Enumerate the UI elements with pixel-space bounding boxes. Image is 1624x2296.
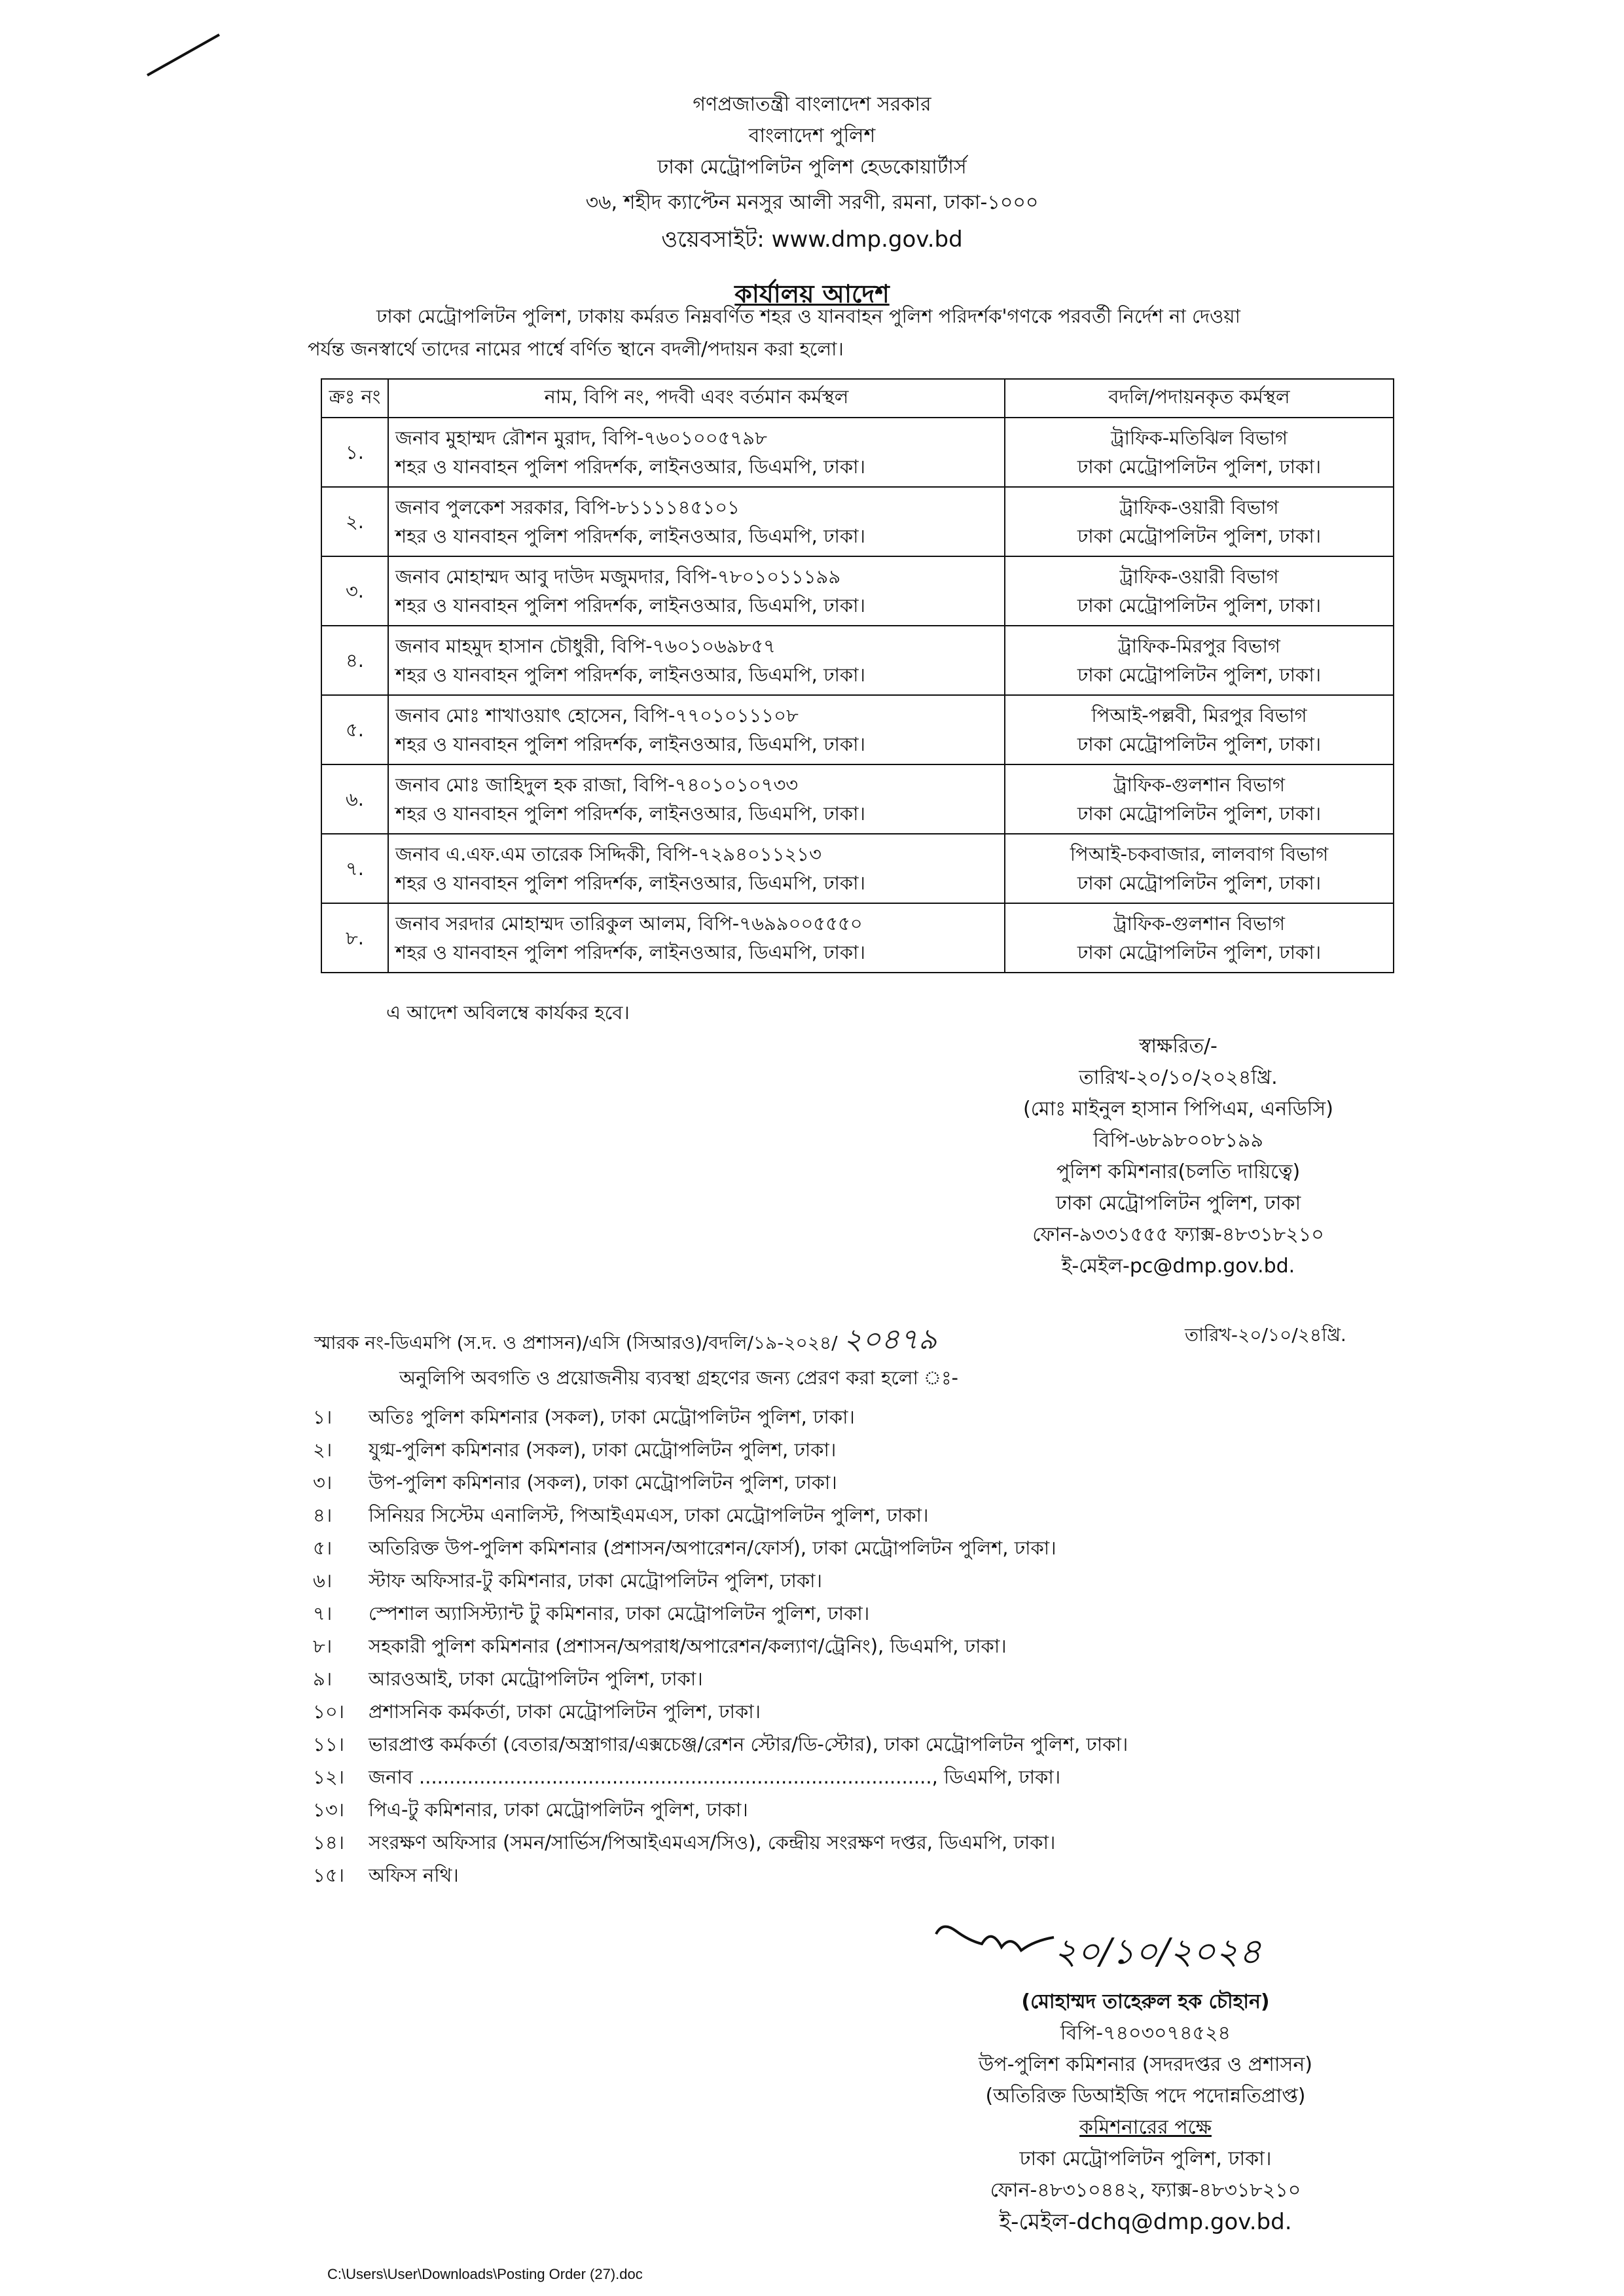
copy-item (313, 1662, 1491, 1695)
row-designation: শহর ও যানবাহন পুলিশ পরিদর্শক, লাইনওআর, ডিএমপি, ঢাকা। (395, 941, 865, 963)
copy-number: ৩। (313, 1471, 333, 1494)
copy-text: প্রশাসনিক কর্মকর্তা, ঢাকা মেট্রোপলিটন পুলিশ, ঢাকা। (369, 1700, 761, 1723)
copy-number: ৬। (313, 1570, 333, 1592)
row-posting-office: ঢাকা মেট্রোপলিটন পুলিশ, ঢাকা। (1077, 525, 1322, 547)
copy-item (313, 1826, 1491, 1859)
row-posting-office: ঢাকা মেট্রোপলিটন পুলিশ, ঢাকা। (1077, 802, 1322, 825)
row-posting-cell (1005, 418, 1394, 487)
row-serial: ৬. (321, 764, 388, 834)
row-posting-office: ঢাকা মেট্রোপলিটন পুলিশ, ঢাকা। (1077, 872, 1322, 894)
footer-file-path: C:\Users\User\Downloads\Posting Order (27).doc (327, 2266, 643, 2282)
row-serial: ৭. (321, 834, 388, 903)
copy-number: ৪। (313, 1504, 333, 1526)
row-serial: ৪. (321, 626, 388, 695)
signer2-office: ঢাকা মেট্রোপলিটন পুলিশ, ঢাকা। (1019, 2147, 1272, 2170)
row-serial: ৮. (321, 903, 388, 973)
row-name: জনাব পুলকেশ সরকার, বিপি-৮১১১১৪৫১০১ (395, 496, 740, 518)
copy-text: সহকারী পুলিশ কমিশনার (প্রশাসন/অপরাধ/অপারেশন/কল্যাণ/ট্রেনিং), ডিএমপি, ঢাকা। (369, 1635, 1007, 1657)
table-row (321, 418, 1394, 487)
signer-phone: ফোন-৯৩৩১৫৫৫ ফ্যাক্স-৪৮৩১৮২১০ (1032, 1223, 1324, 1246)
signature-block-2 (818, 1986, 1473, 2238)
row-serial: ৫. (321, 695, 388, 764)
table-row (321, 487, 1394, 556)
table-row (321, 834, 1394, 903)
copy-text: পিএ-টু কমিশনার, ঢাকা মেট্রোপলিটন পুলিশ, ঢাকা। (369, 1799, 748, 1821)
row-designation: শহর ও যানবাহন পুলিশ পরিদর্শক, লাইনওআর, ডিএমপি, ঢাকা। (395, 733, 865, 755)
copy-list (313, 1401, 1491, 1892)
copy-text: সংরক্ষণ অফিসার (সমন/সার্ভিস/পিআইএমএস/সিও), কেন্দ্রীয় সংরক্ষণ দপ্তর, ডিএমপি, ঢাকা। (369, 1831, 1056, 1854)
page-title: কার্যালয় আদেশ (734, 279, 890, 308)
effective-note: এ আদেশ অবিলম্বে কার্যকর হবে। (386, 1001, 630, 1024)
signed-mark: স্বাক্ষরিত/- (1139, 1035, 1218, 1058)
row-posting-cell (1005, 695, 1394, 764)
row-posting-cell (1005, 556, 1394, 626)
row-posting-unit: ট্রাফিক-গুলশান বিভাগ (1113, 774, 1286, 796)
row-name-cell (388, 695, 1005, 764)
signer2-bp: বিপি-৭৪০৩০৭৪৫২৪ (1060, 2022, 1231, 2045)
col-header-posting: বদলি/পদায়নকৃত কর্মস্থল (1005, 379, 1394, 418)
signer2-phone: ফোন-৪৮৩১০৪৪২, ফ্যাক্স-৪৮৩১৮২১০ (990, 2179, 1301, 2202)
copy-number: ১৪। (313, 1831, 345, 1854)
row-name-cell (388, 834, 1005, 903)
row-name-cell (388, 626, 1005, 695)
copy-item (313, 1401, 1491, 1433)
signer-name: (মোঃ মাইনুল হাসান পিপিএম, এনডিসি) (1023, 1098, 1333, 1121)
row-designation: শহর ও যানবাহন পুলিশ পরিদর্শক, লাইনওআর, ডিএমপি, ঢাকা। (395, 456, 865, 478)
signer2-email: ই-মেইল-dchq@dmp.gov.bd. (999, 2209, 1292, 2235)
copy-item (313, 1466, 1491, 1499)
row-posting-unit: ট্রাফিক-ওয়ারী বিভাগ (1119, 565, 1279, 588)
copy-item (313, 1433, 1491, 1466)
row-posting-cell (1005, 764, 1394, 834)
row-serial: ২. (321, 487, 388, 556)
row-designation: শহর ও যানবাহন পুলিশ পরিদর্শক, লাইনওআর, ডিএমপি, ঢাকা। (395, 525, 865, 547)
row-designation: শহর ও যানবাহন পুলিশ পরিদর্শক, লাইনওআর, ডিএমপি, ঢাকা। (395, 594, 865, 617)
row-name: জনাব এ.এফ.এম তারেক সিদ্দিকী, বিপি-৭২৯৪০১১২১৩ (395, 843, 821, 865)
table-row (321, 695, 1394, 764)
intro-line-2: পর্যন্ত জনস্বার্থে তাদের নামের পার্শ্বে বর্ণিত স্থানে বদলী/পদায়ন করা হলো। (308, 338, 844, 360)
row-posting-unit: ট্রাফিক-গুলশান বিভাগ (1113, 912, 1286, 935)
office-name: ঢাকা মেট্রোপলিটন পুলিশ হেডকোয়ার্টার্স (657, 156, 967, 179)
signer2-name: (মোহাম্মদ তাহেরুল হক চৌহান) (1021, 1990, 1270, 2013)
signer-office: ঢাকা মেট্রোপলিটন পুলিশ, ঢাকা (1055, 1192, 1301, 1215)
copy-item (313, 1793, 1491, 1826)
row-posting-cell (1005, 487, 1394, 556)
copy-text: জনাব ....................................................................................., ডিএমপি, ঢাকা। (369, 1766, 1061, 1788)
copy-item (313, 1532, 1491, 1564)
intro-line-1: ঢাকা মেট্রোপলিটন পুলিশ, ঢাকায় কর্মরত নিম্নবর্ণিত শহর ও যানবাহন পুলিশ পরিদর্শক'গণকে পরবর্তী নির্দেশ না দেওয়া (376, 305, 1240, 327)
row-name: জনাব মাহমুদ হাসান চৌধুরী, বিপি-৭৬০১০৬৯৮৫৭ (395, 635, 776, 657)
row-name-cell (388, 764, 1005, 834)
handwritten-date: ২০/১০/২০২৪ (1054, 1931, 1262, 1972)
row-name: জনাব মুহাম্মদ রৌশন মুরাদ, বিপি-৭৬০১০০৫৭৯৮ (395, 427, 767, 449)
col-header-serial: ক্রঃ নং (321, 379, 388, 418)
copy-item (313, 1630, 1491, 1662)
office-address: ৩৬, শহীদ ক্যাপ্টেন মনসুর আলী সরণী, রমনা, ঢাকা-১০০০ (585, 191, 1039, 214)
copy-item (313, 1859, 1491, 1892)
copy-text: উপ-পুলিশ কমিশনার (সকল), ঢাকা মেট্রোপলিটন পুলিশ, ঢাকা। (369, 1471, 837, 1494)
row-name: জনাব সরদার মোহাম্মদ তারিকুল আলম, বিপি-৭৬৯৯০০৫৫৫০ (395, 912, 863, 935)
row-posting-unit: পিআই-পল্লবী, মিরপুর বিভাগ (1091, 704, 1307, 726)
row-posting-office: ঢাকা মেট্রোপলিটন পুলিশ, ঢাকা। (1077, 941, 1322, 963)
row-name-cell (388, 903, 1005, 973)
row-posting-cell (1005, 626, 1394, 695)
signer-designation: পুলিশ কমিশনার(চলতি দায়িত্বে) (1056, 1160, 1301, 1183)
row-designation: শহর ও যানবাহন পুলিশ পরিদর্শক, লাইনওআর, ডিএমপি, ঢাকা। (395, 872, 865, 894)
pen-mark (141, 29, 226, 82)
row-name: জনাব মোঃ শাখাওয়াৎ হোসেন, বিপি-৭৭০১০১১১০৮ (395, 704, 799, 726)
signature-block-1 (851, 1031, 1506, 1282)
copy-number: ১। (313, 1406, 333, 1428)
memo-date: তারিখ-২০/১০/২৪খ্রি. (1185, 1324, 1346, 1346)
row-name: জনাব মোঃ জাহিদুল হক রাজা, বিপি-৭৪০১০১০৭৩৩ (395, 774, 799, 796)
row-serial: ৩. (321, 556, 388, 626)
signer2-behalf: কমিশনারের পক্ষে (1079, 2116, 1212, 2139)
copy-text: অতিরিক্ত উপ-পুলিশ কমিশনার (প্রশাসন/অপারেশন/ফোর্স), ঢাকা মেট্রোপলিটন পুলিশ, ঢাকা। (369, 1537, 1056, 1559)
row-posting-cell (1005, 903, 1394, 973)
signer-bp: বিপি-৬৮৯৮০০৮১৯৯ (1093, 1129, 1263, 1152)
copy-intro: অনুলিপি অবগতি ও প্রয়োজনীয় ব্যবস্থা গ্রহণের জন্য প্রেরণ করা হলো ঃ- (399, 1367, 958, 1389)
col-header-name: নাম, বিপি নং, পদবী এবং বর্তমান কর্মস্থল (388, 379, 1005, 418)
copy-text: ভারপ্রাপ্ত কর্মকর্তা (বেতার/অস্ত্রাগার/এক্সচেঞ্জ/রেশন স্টোর/ডি-স্টোর), ঢাকা মেট্রোপলিটন পুলিশ, ঢাকা। (369, 1733, 1128, 1755)
signature-scribble (929, 1914, 1060, 1973)
row-posting-unit: ট্রাফিক-ওয়ারী বিভাগ (1119, 496, 1279, 518)
copy-number: ২। (313, 1439, 333, 1461)
row-designation: শহর ও যানবাহন পুলিশ পরিদর্শক, লাইনওআর, ডিএমপি, ঢাকা। (395, 664, 865, 686)
copy-item (313, 1761, 1491, 1793)
row-name: জনাব মোহাম্মদ আবু দাউদ মজুমদার, বিপি-৭৮০১০১১১৯৯ (395, 565, 841, 588)
row-posting-cell (1005, 834, 1394, 903)
table-header-row (321, 379, 1394, 418)
gov-name: গণপ্রজাতন্ত্রী বাংলাদেশ সরকার (693, 93, 931, 116)
copy-text: অতিঃ পুলিশ কমিশনার (সকল), ঢাকা মেট্রোপলিটন পুলিশ, ঢাকা। (369, 1406, 855, 1428)
copy-text: যুগ্ম-পুলিশ কমিশনার (সকল), ঢাকা মেট্রোপলিটন পুলিশ, ঢাকা। (369, 1439, 837, 1461)
row-posting-office: ঢাকা মেট্রোপলিটন পুলিশ, ঢাকা। (1077, 733, 1322, 755)
row-posting-unit: ট্রাফিক-মতিঝিল বিভাগ (1111, 427, 1288, 449)
row-posting-unit: ট্রাফিক-মিরপুর বিভাগ (1118, 635, 1280, 657)
table-row (321, 556, 1394, 626)
sign-date: তারিখ-২০/১০/২০২৪খ্রি. (1079, 1066, 1278, 1089)
row-name-cell (388, 556, 1005, 626)
signer2-designation: উপ-পুলিশ কমিশনার (সদরদপ্তর ও প্রশাসন) (979, 2053, 1312, 2076)
row-posting-unit: পিআই-চকবাজার, লালবাগ বিভাগ (1070, 843, 1329, 865)
copy-text: আরওআই, ঢাকা মেট্রোপলিটন পুলিশ, ঢাকা। (369, 1668, 703, 1690)
copy-item (313, 1728, 1491, 1761)
table-row (321, 903, 1394, 973)
copy-number: ৫। (313, 1537, 333, 1559)
copy-item (313, 1499, 1491, 1532)
copy-number: ১১। (313, 1733, 345, 1755)
copy-text: অফিস নথি। (369, 1864, 459, 1886)
copy-number: ১৩। (313, 1799, 345, 1821)
copy-text: স্পেশাল অ্যাসিস্ট্যান্ট টু কমিশনার, ঢাকা মেট্রোপলিটন পুলিশ, ঢাকা। (369, 1602, 870, 1624)
copy-item (313, 1597, 1491, 1630)
row-name-cell (388, 487, 1005, 556)
table-row (321, 626, 1394, 695)
row-name-cell (388, 418, 1005, 487)
copy-number: ১০। (313, 1700, 345, 1723)
transfer-table (321, 378, 1394, 973)
copy-item (313, 1695, 1491, 1728)
memo-handwritten-no: ২০৪৭৯ (843, 1323, 937, 1356)
handwritten-signature (929, 1914, 1060, 1976)
copy-number: ৭। (313, 1602, 333, 1624)
copy-item (313, 1564, 1491, 1597)
signer-email: ই-মেইল-pc@dmp.gov.bd. (1061, 1255, 1295, 1278)
copy-number: ১৫। (313, 1864, 345, 1886)
row-designation: শহর ও যানবাহন পুলিশ পরিদর্শক, লাইনওআর, ডিএমপি, ঢাকা। (395, 802, 865, 825)
row-posting-office: ঢাকা মেট্রোপলিটন পুলিশ, ঢাকা। (1077, 456, 1322, 478)
copy-text: সিনিয়র সিস্টেম এনালিস্ট, পিআইএমএস, ঢাকা মেট্রোপলিটন পুলিশ, ঢাকা। (369, 1504, 929, 1526)
row-serial: ১. (321, 418, 388, 487)
memo-ref-text: স্মারক নং-ডিএমপি (স.দ. ও প্রশাসন)/এসি (সিআরও)/বদলি/১৯-২০২৪/ (314, 1332, 838, 1354)
office-website: ওয়েবসাইট: www.dmp.gov.bd (661, 226, 963, 253)
row-posting-office: ঢাকা মেট্রোপলিটন পুলিশ, ঢাকা। (1077, 664, 1322, 686)
memo-ref (314, 1318, 937, 1365)
copy-text: স্টাফ অফিসার-টু কমিশনার, ঢাকা মেট্রোপলিটন পুলিশ, ঢাকা। (369, 1570, 822, 1592)
row-posting-office: ঢাকা মেট্রোপলিটন পুলিশ, ঢাকা। (1077, 594, 1322, 617)
table-row (321, 764, 1394, 834)
copy-number: ৯। (313, 1668, 333, 1690)
copy-number: ১২। (313, 1766, 345, 1788)
copy-number: ৮। (313, 1635, 333, 1657)
signer2-note: (অতিরিক্ত ডিআইজি পদে পদোন্নতিপ্রাপ্ত) (985, 2085, 1306, 2108)
dept-name: বাংলাদেশ পুলিশ (748, 124, 876, 147)
